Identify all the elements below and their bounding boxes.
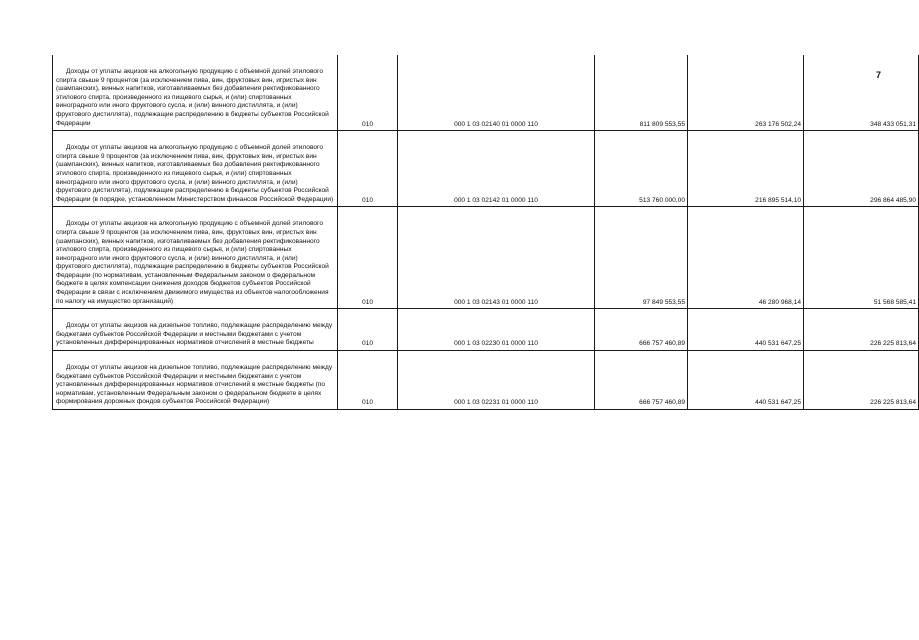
row-description: Доходы от уплаты акцизов на дизельное топливо, подлежащие распределению между бюджетами субъектов Российской Федерации и местными бюджетами с учетом установленных дифференцированных нормативов отчислений в местные бюджеты (53, 309, 338, 351)
row-budget-code: 000 1 03 02140 01 0000 110 (398, 55, 595, 131)
row-value-unexecuted: 296 864 485,90 (804, 131, 919, 207)
row-value-unexecuted: 51 568 585,41 (804, 207, 919, 309)
table-row (53, 351, 919, 410)
table-row (53, 207, 919, 309)
row-line-code: 010 (338, 351, 398, 410)
row-value-unexecuted: 226 225 813,64 (804, 351, 919, 410)
page-number: 7 (875, 70, 881, 80)
table-row (53, 55, 919, 131)
row-value-executed: 46 280 968,14 (688, 207, 804, 309)
row-value-executed: 263 176 502,24 (688, 55, 804, 131)
row-budget-code: 000 1 03 02231 01 0000 110 (398, 351, 595, 410)
table-row (53, 131, 919, 207)
row-value-approved: 811 809 553,55 (595, 55, 688, 131)
row-value-unexecuted: 348 433 051,31 (804, 55, 919, 131)
row-description: Доходы от уплаты акцизов на алкогольную продукцию с объемной долей этилового спирта свыше 9 процентов (за исключением пива, вин, фруктовых вин, игристых вин (шампанских), винных напитков, изготавливаемых без добавления ректификованного этилового спирта, произведенного из пищевого сырья, и (или) спиртованных виноградного или иного фруктового сусла, и (или) винного дистиллята, и (или) фруктового дистиллята), подлежащие распределению в бюджеты субъектов Российской Федерации (в порядке, установленном Министерством финансов Российской Федерации) (53, 131, 338, 207)
row-budget-code: 000 1 03 02142 01 0000 110 (398, 131, 595, 207)
row-line-code: 010 (338, 207, 398, 309)
table-row (53, 309, 919, 351)
row-value-approved: 513 760 000,00 (595, 131, 688, 207)
row-description: Доходы от уплаты акцизов на алкогольную продукцию с объемной долей этилового спирта свыше 9 процентов (за исключением пива, вин, фруктовых вин, игристых вин (шампанских), винных напитков, изготавливаемых без добавления ректификованного этилового спирта, произведенного из пищевого сырья, и (или) спиртованных виноградного или иного фруктового сусла, и (или) винного дистиллята, и (или) фруктового дистиллята), подлежащие распределению в бюджеты субъектов Российской Федерации (по нормативам, установленным Федеральным законом о федеральном бюджете в целях компенсации снижения доходов бюджетов субъектов Российской Федерации в связи с исключением движимого имущества из объектов налогообложения по налогу на имущество организаций) (53, 207, 338, 309)
row-value-approved: 666 757 460,89 (595, 309, 688, 351)
row-line-code: 010 (338, 309, 398, 351)
row-budget-code: 000 1 03 02230 01 0000 110 (398, 309, 595, 351)
revenue-table (52, 55, 919, 410)
row-value-executed: 440 531 647,25 (688, 351, 804, 410)
row-value-approved: 97 849 553,55 (595, 207, 688, 309)
row-description: Доходы от уплаты акцизов на дизельное топливо, подлежащие распределению между бюджетами субъектов Российской Федерации и местными бюджетами с учетом установленных дифференцированных нормативов отчислений в местные бюджеты (по нормативам, установленным Федеральным законом о федеральном бюджете в целях формирования дорожных фондов субъектов Российской Федерации) (53, 351, 338, 410)
row-line-code: 010 (338, 131, 398, 207)
row-description: Доходы от уплаты акцизов на алкогольную продукцию с объемной долей этилового спирта свыше 9 процентов (за исключением пива, вин, фруктовых вин, игристых вин (шампанских), винных напитков, изготавливаемых без добавления ректификованного этилового спирта, произведенного из пищевого сырья, и (или) спиртованных виноградного или иного фруктового сусла, и (или) винного дистиллята, и (или) фруктового дистиллята), подлежащие распределению в бюджеты субъектов Российской Федерации (53, 55, 338, 131)
row-value-executed: 440 531 647,25 (688, 309, 804, 351)
row-value-approved: 666 757 460,89 (595, 351, 688, 410)
row-budget-code: 000 1 03 02143 01 0000 110 (398, 207, 595, 309)
row-value-unexecuted: 226 225 813,64 (804, 309, 919, 351)
row-line-code: 010 (338, 55, 398, 131)
row-value-executed: 216 895 514,10 (688, 131, 804, 207)
